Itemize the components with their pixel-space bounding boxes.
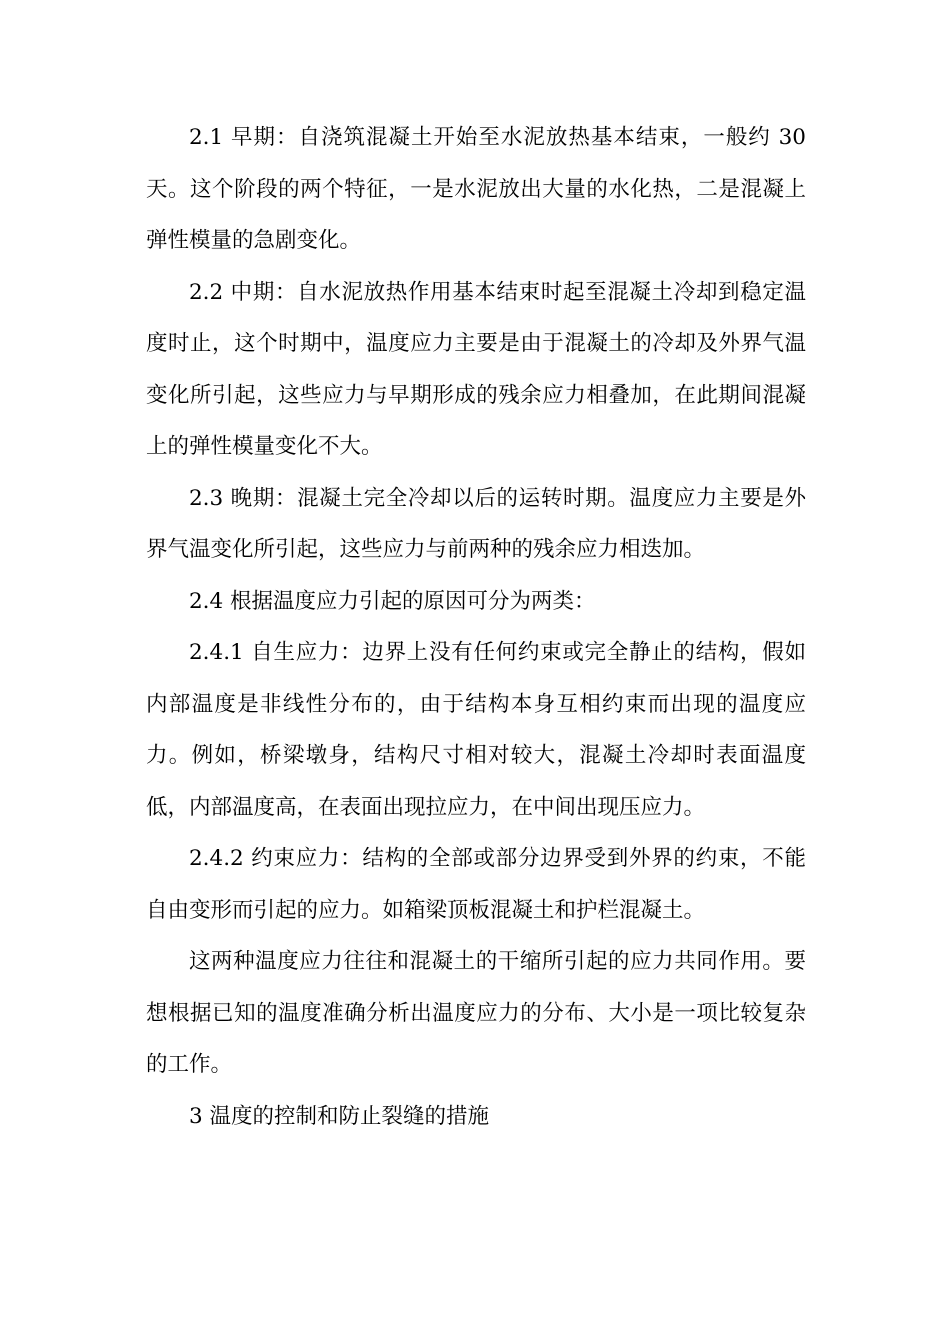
paragraph-restraint-stress: 2.4.2 约束应力：结构的全部或部分边界受到外界的约束，不能自由变形而引起的应力。如箱梁顶板混凝土和护栏混凝土。 bbox=[146, 846, 806, 923]
paragraph-middle-stage: 2.2 中期：自水泥放热作用基本结束时起至混凝土冷却到稳定温度时止，这个时期中，温度应力主要是由于混凝土的冷却及外界气温变化所引起，这些应力与早期形成的残余应力相叠加，在此期间混凝上的弹性模量变化不大。 bbox=[146, 279, 806, 459]
document-body bbox=[146, 112, 806, 1142]
paragraph-self-generated-stress: 2.4.1 自生应力：边界上没有任何约束或完全静止的结构，假如内部温度是非线性分布的，由于结构本身互相约束而出现的温度应力。例如，桥梁墩身，结构尺寸相对较大，混凝土冷却时表面温度低，内部温度高，在表面出现拉应力，在中间出现压应力。 bbox=[146, 640, 806, 820]
paragraph-combined-effect: 这两种温度应力往往和混凝土的干缩所引起的应力共同作用。要想根据已知的温度准确分析出温度应力的分布、大小是一项比较复杂的工作。 bbox=[146, 949, 806, 1077]
paragraph-late-stage: 2.3 晚期：混凝土完全冷却以后的运转时期。温度应力主要是外界气温变化所引起，这些应力与前两种的残余应力相迭加。 bbox=[146, 485, 806, 562]
paragraph-early-stage: 2.1 早期：自浇筑混凝土开始至水泥放热基本结束，一般约 30 天。这个阶段的两个特征，一是水泥放出大量的水化热，二是混凝上弹性模量的急剧变化。 bbox=[146, 125, 806, 253]
section-heading-temperature-control: 3 温度的控制和防止裂缝的措施 bbox=[189, 1103, 490, 1129]
paragraph-stress-classification: 2.4 根据温度应力引起的原因可分为两类： bbox=[189, 588, 596, 614]
